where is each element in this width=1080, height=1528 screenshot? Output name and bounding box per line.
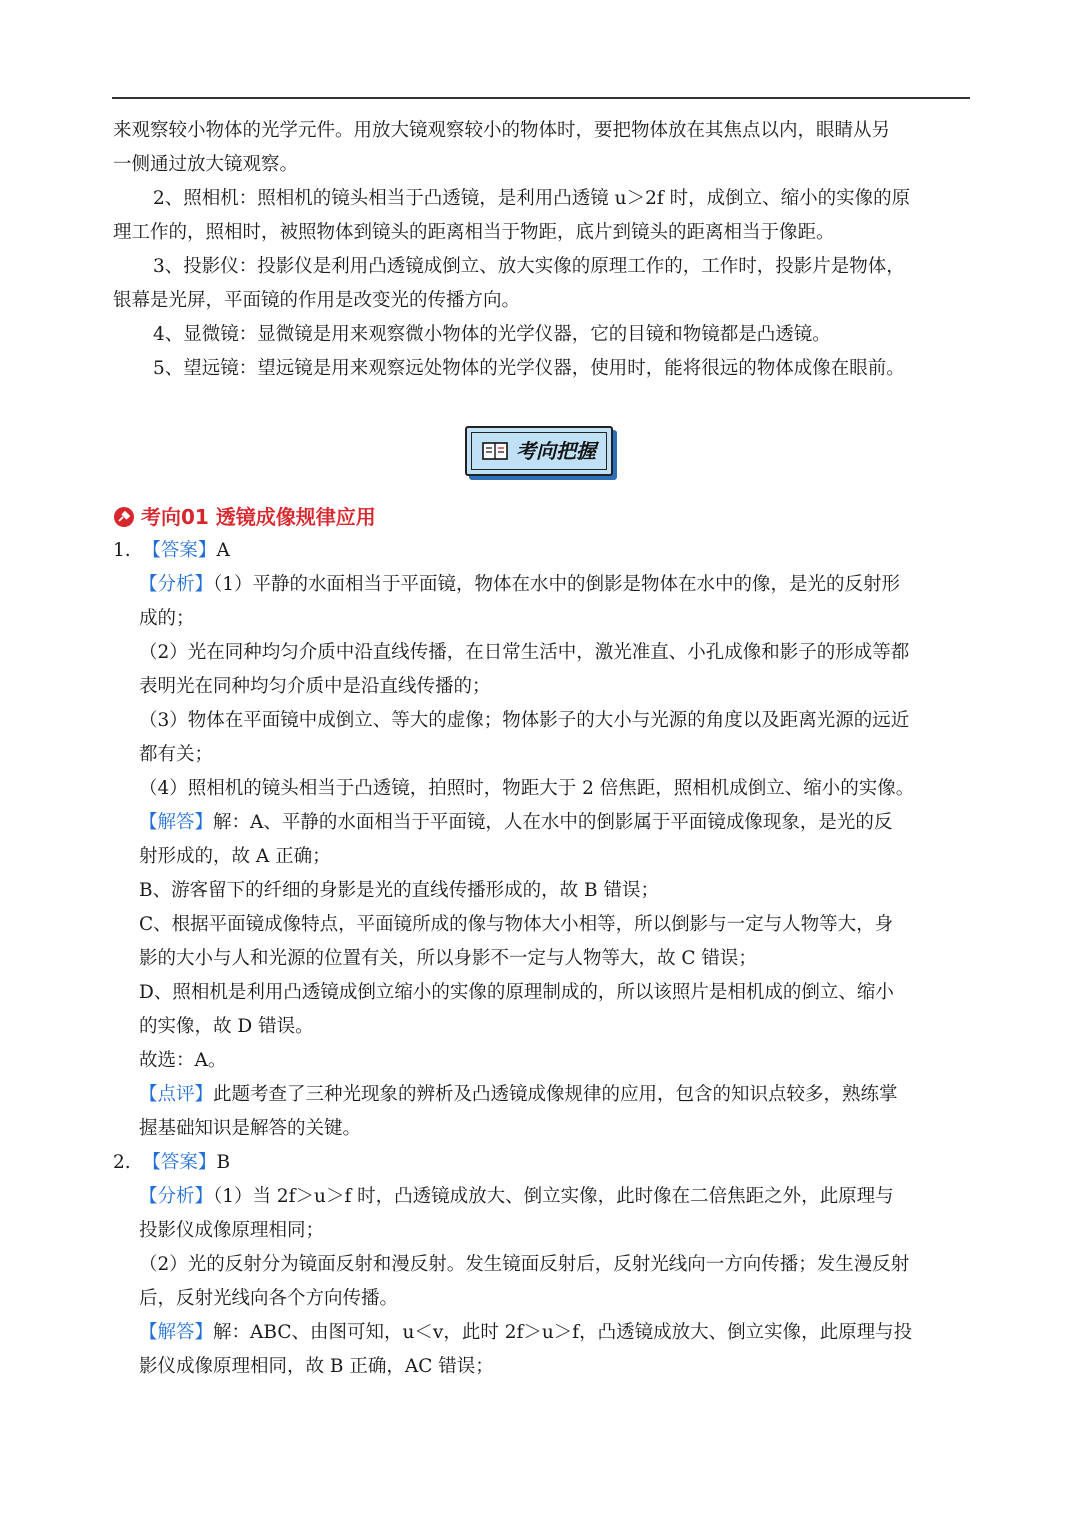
banner-title: 考向把握: [516, 439, 596, 463]
text-line: 影的大小与人和光源的位置有关，所以身影不一定与人物等大，故 C 错误；: [139, 948, 757, 969]
section-heading: [113, 500, 973, 534]
text-line: 握基础知识是解答的关键。: [139, 1118, 362, 1139]
section-title-text: 考向01 透镜成像规律应用: [141, 505, 376, 529]
comment-tag: 【点评】: [139, 1084, 214, 1105]
analysis-line: [113, 568, 973, 602]
answer-value: B: [216, 1152, 231, 1173]
book-icon: [482, 441, 508, 461]
text-line: 来观察较小物体的光学元件。用放大镜观察较小的物体时，要把物体放在其焦点以内，眼睛从另: [113, 120, 891, 141]
text-line: 解：ABC、由图可知，u＜v，此时 2f＞u＞f，凸透镜成放大、倒立实像，此原理与投: [213, 1322, 913, 1343]
text-line: 影仪成像原理相同，故 B 正确，AC 错误；: [139, 1356, 494, 1377]
text-line: 的实像，故 D 错误。: [139, 1016, 314, 1037]
text-line: 都有关；: [139, 744, 214, 765]
section-banner: [465, 426, 613, 476]
text-line: B、游客留下的纤细的身影是光的直线传播形成的，故 B 错误；: [139, 880, 659, 901]
text-line: 成的；: [139, 608, 195, 629]
text-line: （1）当 2f＞u＞f 时，凸透镜成放大、倒立实像，此时像在二倍焦距之外，此原理与: [213, 1186, 894, 1207]
text-line: （2）光在同种均匀介质中沿直线传播，在日常生活中，激光准直、小孔成像和影子的形成等都: [139, 642, 910, 663]
page-content: [113, 114, 973, 1384]
text-line: 银幕是光屏，平面镜的作用是改变光的传播方向。: [113, 290, 521, 311]
answer-tag: 【答案】: [142, 1152, 217, 1173]
question-number: 1.: [113, 540, 131, 561]
text-line: （2）光的反射分为镜面反射和漫反射。发生镜面反射后，反射光线向一方向传播；发生漫反射: [139, 1254, 910, 1275]
text-line: D、照相机是利用凸透镜成倒立缩小的实像的原理制成的，所以该照片是相机成的倒立、缩小: [139, 982, 894, 1003]
pin-badge-icon: [113, 506, 135, 528]
text-line: 表明光在同种均匀介质中是沿直线传播的；: [139, 676, 491, 697]
header-rule: [112, 97, 970, 99]
text-line: 解：A、平静的水面相当于平面镜，人在水中的倒影属于平面镜成像现象，是光的反: [213, 812, 893, 833]
comment-line: [113, 1078, 973, 1112]
solution-line: [113, 1316, 973, 1350]
answer-tag: 【答案】: [142, 540, 217, 561]
question-1-answer-line: [113, 534, 973, 568]
text-line: 一侧通过放大镜观察。: [113, 154, 299, 175]
text-line: 2、照相机：照相机的镜头相当于凸透镜，是利用凸透镜 u＞2f 时，成倒立、缩小的实像的原: [153, 188, 911, 209]
text-line: 4、显微镜：显微镜是用来观察微小物体的光学仪器，它的目镜和物镜都是凸透镜。: [153, 324, 831, 345]
solution-line: [113, 806, 973, 840]
question-number: 2.: [113, 1152, 131, 1173]
text-line: 射形成的，故 A 正确；: [139, 846, 331, 867]
text-line: 后，反射光线向各个方向传播。: [139, 1288, 399, 1309]
text-line: （3）物体在平面镜中成倒立、等大的虚像；物体影子的大小与光源的角度以及距离光源的远近: [139, 710, 910, 731]
analysis-tag: 【分析】: [139, 574, 214, 595]
analysis-tag: 【分析】: [139, 1186, 214, 1207]
text-line: 理工作的，照相时，被照物体到镜头的距离相当于物距，底片到镜头的距离相当于像距。: [113, 222, 835, 243]
solution-tag: 【解答】: [139, 812, 214, 833]
analysis-line: [113, 1180, 973, 1214]
banner-area: [113, 386, 973, 500]
answer-value: A: [216, 540, 230, 561]
text-line: 此题考查了三种光现象的辨析及凸透镜成像规律的应用，包含的知识点较多，熟练掌: [213, 1084, 898, 1105]
text-line: （1）平静的水面相当于平面镜，物体在水中的倒影是物体在水中的像，是光的反射形: [213, 574, 901, 595]
question-2-answer-line: [113, 1146, 973, 1180]
text-line: 投影仪成像原理相同；: [139, 1220, 325, 1241]
text-line: C、根据平面镜成像特点，平面镜所成的像与物体大小相等，所以倒影与一定与人物等大，身: [139, 914, 894, 935]
text-line: （4）照相机的镜头相当于凸透镜，拍照时，物距大于 2 倍焦距，照相机成倒立、缩小的实像。: [139, 778, 915, 799]
solution-tag: 【解答】: [139, 1322, 214, 1343]
text-line: 5、望远镜：望远镜是用来观察远处物体的光学仪器，使用时，能将很远的物体成像在眼前。: [153, 358, 905, 379]
text-line: 3、投影仪：投影仪是利用凸透镜成倒立、放大实像的原理工作的，工作时，投影片是物体，: [153, 256, 905, 277]
text-line: 故选：A。: [139, 1050, 227, 1071]
